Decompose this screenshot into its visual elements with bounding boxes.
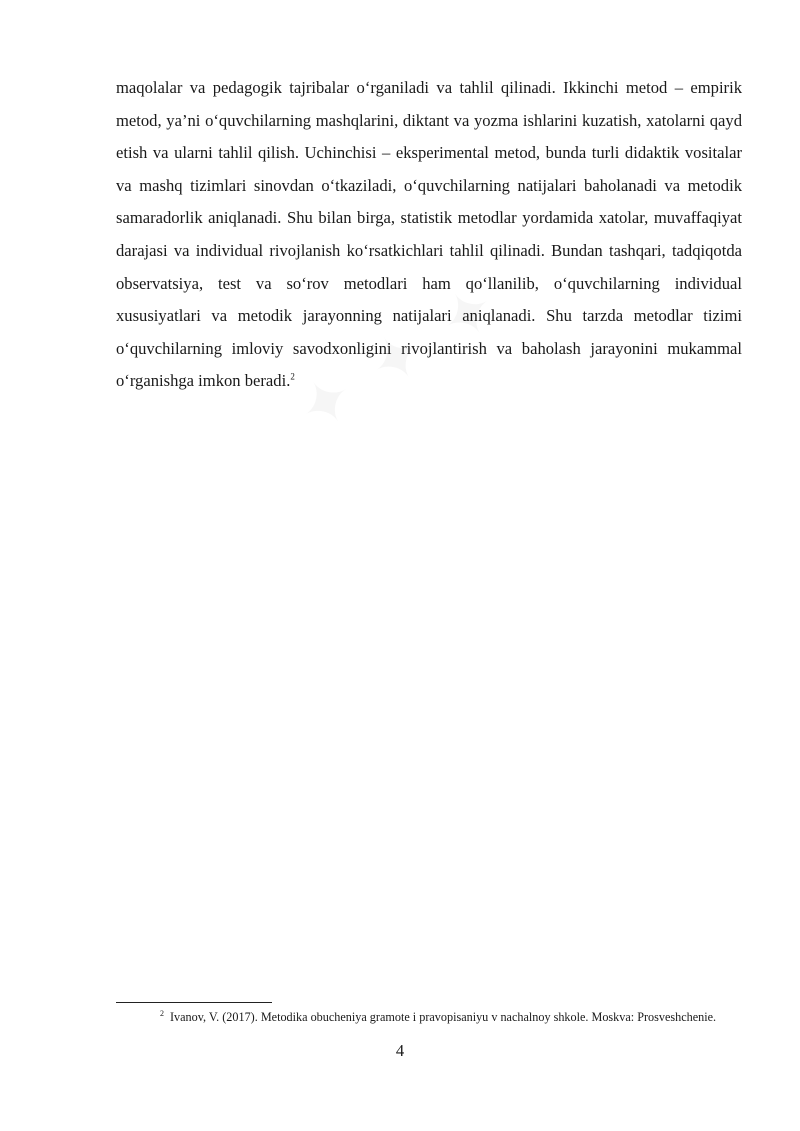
page-number: 4	[395, 1041, 405, 1060]
footnote-marker: 2	[160, 1008, 164, 1018]
footnote-text: Ivanov, V. (2017). Metodika obucheniya gramote i pravopisaniyu v nachalnoy shkole. Moskva: Prosveshchenie.	[170, 1010, 717, 1024]
footnote-separator	[116, 1002, 272, 1003]
body-paragraph	[116, 72, 742, 398]
footnote	[116, 1009, 742, 1025]
body-paragraph-text: maqolalar va pedagogik tajribalar o‘rganiladi va tahlil qilinadi. Ikkinchi metod – empirik metod, ya’ni o‘quvchilarning mashqlarini, diktant va yozma ishlarini kuzatish, xatolarni qayd etish va ularni tahlil qilish. Uchinchisi – eksperimental metod, bunda turli didaktik vositalar va mashq tizimlari sinovdan o‘tkaziladi, o‘quvchilarning natijalari baholanadi va metodik samaradorlik aniqlanadi. Shu bilan birga, statistik metodlar yordamida xatolar, muvaffaqiyat darajasi va individual rivojlanish ko‘rsatkichlari tahlil qilinadi. Bundan tashqari, tadqiqotda observatsiya, test va so‘rov metodlari ham qo‘llanilib, o‘quvchilarning individual xususiyatlari va metodik jarayonning natijalari aniqlanadi. Shu tarzda metodlar tizimi o‘quvchilarning imloviy savodxonligini rivojlantirish va baholash jarayonini mukammal o‘rganishga imkon beradi.	[116, 78, 742, 391]
footnote-reference[interactable]: 2	[290, 371, 295, 382]
